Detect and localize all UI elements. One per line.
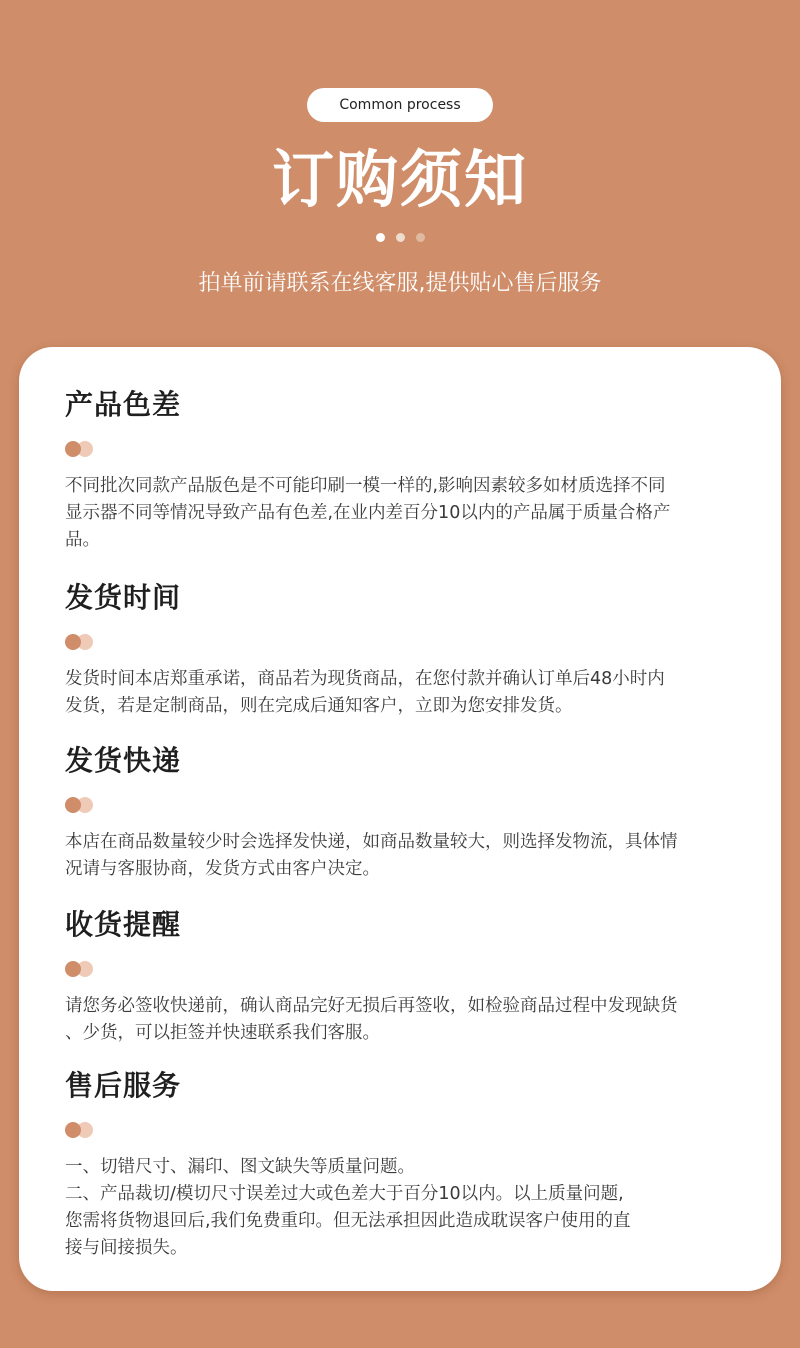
section-express-delivery	[65, 743, 745, 883]
section-body	[65, 1154, 745, 1262]
section-body	[65, 993, 745, 1047]
section-body	[65, 666, 745, 720]
body-line: 一、切错尺寸、漏印、图文缺失等质量问题。	[65, 1157, 415, 1177]
notice-card	[19, 347, 781, 1291]
section-shipping-time	[65, 580, 745, 720]
page-subtitle: 拍单前请联系在线客服,提供贴心售后服务	[198, 271, 602, 296]
double-dot-icon	[65, 961, 95, 977]
section-body	[65, 473, 745, 554]
double-dot-icon	[65, 441, 95, 457]
body-line: 接与间接损失。	[65, 1238, 188, 1258]
body-line: 况请与客服协商，发货方式由客户决定。	[65, 859, 380, 879]
double-dot-icon	[65, 797, 95, 813]
double-dot-icon	[65, 634, 95, 650]
dot-3	[416, 233, 425, 242]
body-line: 不同批次同款产品版色是不可能印刷一模一样的,影响因素较多如材质选择不同	[65, 476, 666, 496]
dot-1	[376, 233, 385, 242]
section-title: 发货快递	[65, 744, 182, 777]
body-line: 发货时间本店郑重承诺，商品若为现货商品，在您付款并确认订单后48小时内	[65, 669, 665, 689]
page-title: 订购须知	[271, 143, 528, 216]
body-line: 请您务必签收快递前，确认商品完好无损后再签收，如检验商品过程中发现缺货	[65, 996, 678, 1016]
body-line: 您需将货物退回后,我们免费重印。但无法承担因此造成耽误客户使用的直	[65, 1211, 631, 1231]
section-title: 发货时间	[65, 581, 182, 614]
body-line: 本店在商品数量较少时会选择发快递，如商品数量较大，则选择发物流，具体情	[65, 832, 678, 852]
body-line: 、少货，可以拒签并快速联系我们客服。	[65, 1023, 380, 1043]
section-body	[65, 829, 745, 883]
dot-2	[396, 233, 405, 242]
body-line: 显示器不同等情况导致产品有色差,在业内差百分10以内的产品属于质量合格产	[65, 503, 671, 523]
section-receipt-reminder	[65, 907, 745, 1047]
carousel-dots	[0, 233, 800, 242]
body-line: 二、产品裁切/模切尺寸误差过大或色差大于百分10以内。以上质量问题,	[65, 1184, 624, 1204]
section-title: 收货提醒	[65, 908, 182, 941]
section-after-sales	[65, 1068, 745, 1262]
section-title: 产品色差	[65, 388, 182, 421]
common-process-badge: Common process	[307, 88, 493, 122]
body-line: 发货，若是定制商品，则在完成后通知客户，立即为您安排发货。	[65, 696, 573, 716]
section-title: 售后服务	[65, 1069, 182, 1102]
double-dot-icon	[65, 1122, 95, 1138]
section-color-difference	[65, 387, 745, 554]
body-line: 品。	[65, 530, 100, 550]
